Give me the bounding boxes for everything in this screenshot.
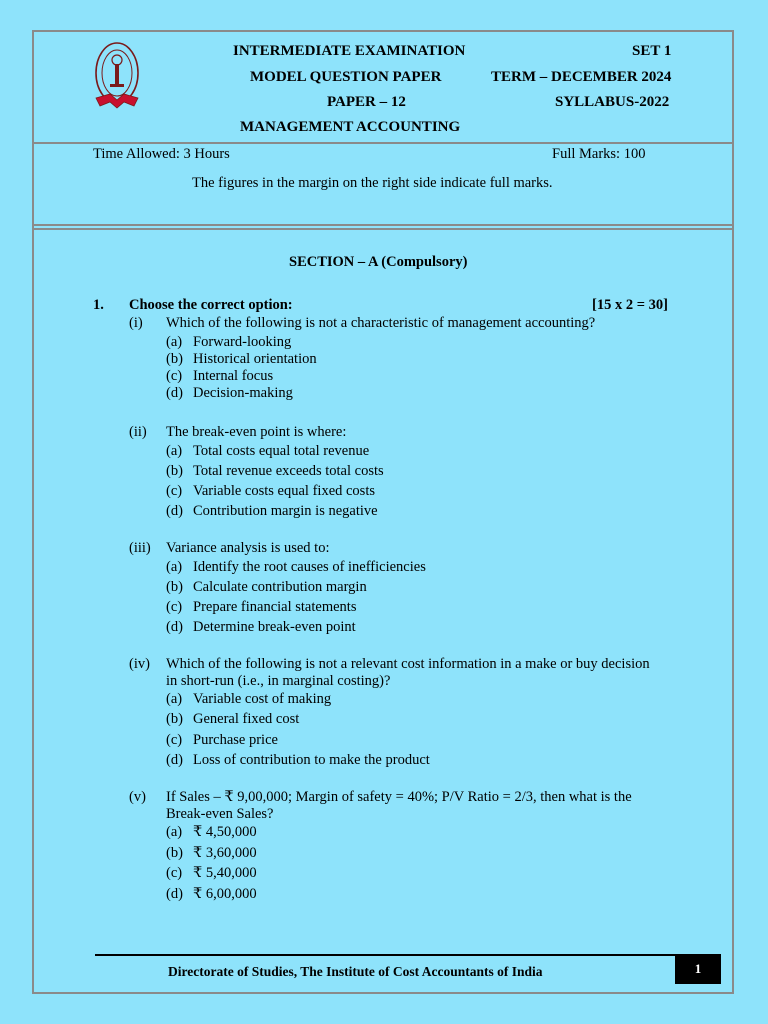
option-text: Prepare financial statements [193, 599, 357, 616]
question-instruction: Choose the correct option: [129, 297, 293, 313]
subject-title: MANAGEMENT ACCOUNTING [240, 119, 461, 135]
option-key: (c) [166, 731, 183, 748]
option-text: Total costs equal total revenue [193, 442, 370, 459]
option-key: (a) [166, 558, 183, 575]
sub-question-text: in short-run (i.e., in marginal costing)? [166, 672, 391, 689]
option-key: (b) [166, 578, 183, 595]
footer-rule [95, 954, 675, 956]
option-text: Loss of contribution to make the product [193, 751, 430, 768]
sub-question-text: Which of the following is not a relevant cost information in a make or buy decision [166, 656, 650, 672]
option-key: (c) [166, 367, 183, 384]
sub-question-text: Variance analysis is used to: [166, 540, 330, 556]
option-text: ₹ 6,00,000 [193, 885, 257, 902]
option-text: ₹ 5,40,000 [193, 865, 257, 881]
sub-question-text: Break-even Sales? [166, 805, 274, 822]
option-text: Forward-looking [193, 333, 292, 350]
page-number: 1 [675, 954, 721, 984]
option-key: (d) [166, 384, 183, 401]
option-text: Determine break-even point [193, 619, 356, 636]
question-number: 1. [93, 297, 104, 313]
meta-divider-bottom [32, 228, 734, 230]
option-key: (a) [166, 824, 183, 840]
option-text: ₹ 3,60,000 [193, 844, 257, 861]
meta-divider-top [32, 224, 734, 226]
sub-question-text: Which of the following is not a characteristic of management accounting? [166, 315, 596, 331]
option-key: (d) [166, 503, 183, 520]
full-marks: Full Marks: 100 [552, 146, 646, 162]
sub-question-number: (iii) [129, 540, 151, 556]
option-key: (d) [166, 751, 183, 768]
option-text: Historical orientation [193, 350, 317, 367]
syllabus-label: SYLLABUS-2022 [555, 94, 670, 110]
footer-text: Directorate of Studies, The Institute of Cost Accountants of India [168, 964, 543, 979]
option-key: (c) [166, 483, 183, 500]
option-key: (c) [166, 865, 183, 881]
option-key: (a) [166, 333, 183, 350]
option-text: Total revenue exceeds total costs [193, 462, 384, 479]
set-label: SET 1 [632, 43, 672, 59]
institute-seal-logo [92, 38, 142, 114]
paper-number: PAPER – 12 [327, 94, 406, 110]
option-text: Variable costs equal fixed costs [193, 483, 376, 500]
section-title: SECTION – A (Compulsory) [289, 254, 468, 270]
option-text: Calculate contribution margin [193, 578, 367, 595]
option-key: (b) [166, 350, 183, 367]
option-text: General fixed cost [193, 711, 300, 728]
option-key: (d) [166, 885, 183, 902]
time-allowed: Time Allowed: 3 Hours [93, 146, 230, 162]
exam-title: INTERMEDIATE EXAMINATION [233, 43, 466, 59]
option-text: Decision-making [193, 384, 293, 401]
sub-question-text: The break-even point is where: [166, 424, 347, 440]
option-text: Variable cost of making [193, 691, 332, 707]
sub-question-number: (ii) [129, 424, 147, 440]
sub-question-text: If Sales – ₹ 9,00,000; Margin of safety = 40%; P/V Ratio = 2/3, then what is the [166, 789, 632, 805]
option-text: Contribution margin is negative [193, 503, 378, 520]
option-text: ₹ 4,50,000 [193, 824, 257, 840]
option-key: (a) [166, 691, 183, 707]
option-key: (a) [166, 442, 183, 459]
paper-type: MODEL QUESTION PAPER [250, 69, 442, 85]
option-key: (d) [166, 619, 183, 636]
option-key: (b) [166, 844, 183, 861]
term-label: TERM – DECEMBER 2024 [491, 69, 672, 85]
header-divider [32, 142, 734, 144]
option-text: Internal focus [193, 367, 274, 384]
option-key: (b) [166, 711, 183, 728]
option-key: (c) [166, 599, 183, 616]
option-text: Identify the root causes of inefficiencies [193, 558, 426, 575]
sub-question-number: (i) [129, 315, 143, 331]
sub-question-number: (iv) [129, 656, 150, 672]
sub-question-number: (v) [129, 789, 146, 805]
question-marks: [15 x 2 = 30] [592, 297, 668, 313]
option-key: (b) [166, 462, 183, 479]
option-text: Purchase price [193, 731, 278, 748]
marks-note: The figures in the margin on the right side indicate full marks. [192, 175, 553, 191]
